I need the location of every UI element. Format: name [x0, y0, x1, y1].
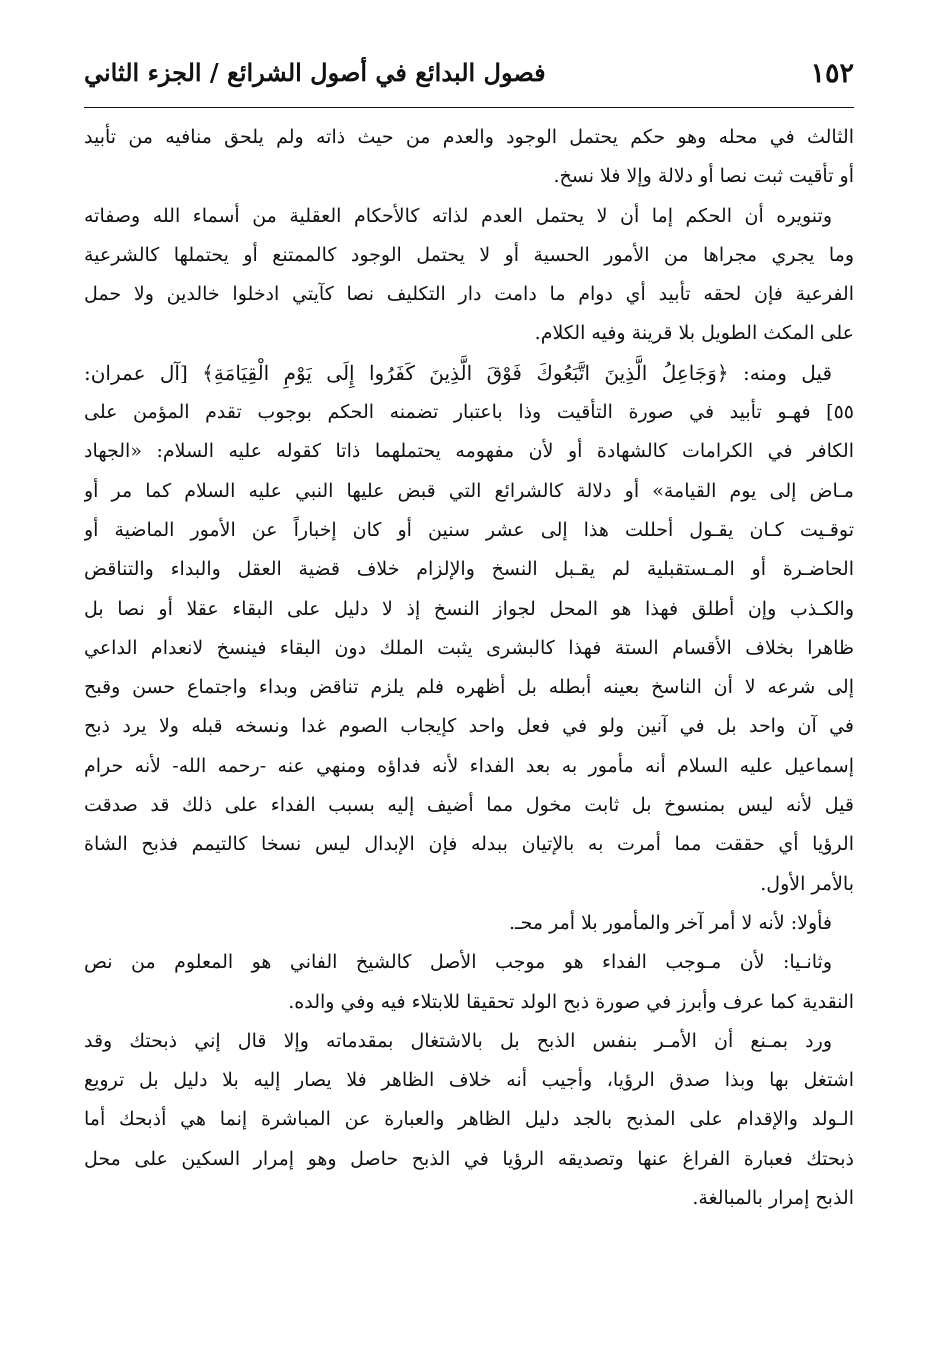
text-line: اشتغل بها وبذا صدق الرؤيا، وأجيب أنه خلاف الظاهر فلا يصار إليه بلا دليل بل ترويع — [84, 1069, 854, 1092]
body-text — [84, 118, 854, 1218]
text-line: وثانـيا: لأن مـوجب الفداء هو موجب الأصل كالشيخ الفاني هو المعلوم من نص — [84, 951, 832, 974]
page-header — [84, 52, 854, 102]
text-line: وما يجري مجراها من الأمور الحسية أو لا يحتمل الوجود كالممتنع أو يحتملها كالشرعية — [84, 243, 854, 266]
text-line: الرؤيا أي حققت مما أمرت به بالإتيان ببدله فإن الإبدال ليس نسخا كالتيمم فذبح الشاة — [84, 833, 854, 856]
quran-verse-line: قيل ومنه: ﴿وَجَاعِلُ الَّذِينَ اتَّبَعُوكَ فَوْقَ الَّذِينَ كَفَرُوا إِلَى يَوْمِ الْقِيَامَةِ﴾ [آل عمران: — [84, 360, 832, 385]
text-line: أو تأقيت ثبت نصا أو دلالة وإلا فلا نسخ. — [553, 165, 854, 188]
text-line: مـاض إلى يوم القيامة» أو دلالة كالشرائع التي قبض عليها النبي عليه السلام كما مر أو — [84, 479, 854, 502]
text-line: ذبحتك فعبارة الفراغ عنها وتصديقه الرؤيا في الذبح حاصل وهو إمرار السكين على محل — [84, 1147, 854, 1170]
header-divider — [84, 107, 854, 108]
text-line: النقدية كما عرف وأبرز في صورة ذبح الولد تحقيقا للابتلاء فيه وفي والده. — [288, 990, 854, 1013]
text-line: ورد بمـنع أن الأمـر بنفس الذبح بل بالاشتغال بمقدماته وإلا قال إني ذبحتك وقد — [84, 1029, 832, 1052]
text-line: توقـيت كـان يقـول أحللت هذا إلى عشر سنين أو كان إخباراً عن الأمور الماضية أو — [84, 518, 854, 541]
text-line: إسماعيل عليه السلام أنه مأمور به بعد الفداء لأنه فداؤه ومنهي عنه -رحمه الله- لأنه حرام — [84, 754, 854, 777]
text-line: الذبح إمرار بالمبالغة. — [692, 1187, 854, 1210]
text-line: إلى شرعه لا أن الناسخ بعينه أبطله بل أظهره فلم يلزم تناقض وبداء واجتماع حسن وقبح — [84, 676, 854, 699]
text-line: الحاضـرة أو المـستقبلية لم يقـبل النسخ والإلزام خلاف قضية العقل والبداء والتناقض — [84, 558, 854, 581]
text-line: بالأمر الأول. — [760, 872, 854, 895]
text-line: الفرعية فإن لحقه تأبيد أي دوام ما دامت دار التكليف نصا كآيتي ادخلوا خالدين ولا حمل — [84, 283, 854, 306]
text-line: ٥٥] فهـو تأبيد في صورة التأقيت وذا باعتبار تضمنه الحكم بوجوب تقدم المؤمن على — [84, 401, 854, 424]
text-line: الثالث في محله وهو حكم يحتمل الوجود والعدم من حيث ذاته ولم يلحق منافيه من تأبيد — [84, 126, 854, 148]
text-line: وتنويره أن الحكم إما أن لا يحتمل العدم لذاته كالأحكام العقلية من أسماء الله وصفاته — [84, 204, 832, 227]
text-line: والكـذب وإن أطلق فهذا هو المحل لجواز النسخ إذ لا دليل على البقاء عقلا أو نصا بل — [84, 597, 854, 620]
text-line: فأولا: لأنه لا أمر آخر والمأمور بلا أمر محـ. — [509, 911, 832, 934]
text-line: الكافر في الكرامات كالشهادة أو لأن مفهومه يحتملهما ذاتا كقوله عليه السلام: «الجهاد — [84, 440, 854, 463]
text-line: في آن واحد بل في آنين ولو في فعل واحد كإيجاب الصوم غدا ونسخه قبله ولا يرد ذبح — [84, 715, 854, 738]
text-line: الـولد والإقدام على المذبح بالجد دليل الظاهر والعبارة عن المباشرة إنما هي أذبحك أما — [84, 1108, 854, 1131]
running-title: فصول البدائع في أصول الشرائع / الجزء الثاني — [84, 58, 546, 87]
text-line: قيل لأنه ليس بمنسوخ بل ثابت مخول مما أضيف إليه بسبب الفداء على ذلك قد صدقت — [84, 794, 854, 817]
text-line: ظاهرا بخلاف الأقسام الستة فهذا كالبشرى يثبت الملك دون البقاء فينسخ لانعدام الداعي — [84, 636, 854, 659]
page-number: ١٥٢ — [810, 58, 854, 89]
text-line: على المكث الطويل بلا قرينة وفيه الكلام. — [534, 322, 854, 345]
